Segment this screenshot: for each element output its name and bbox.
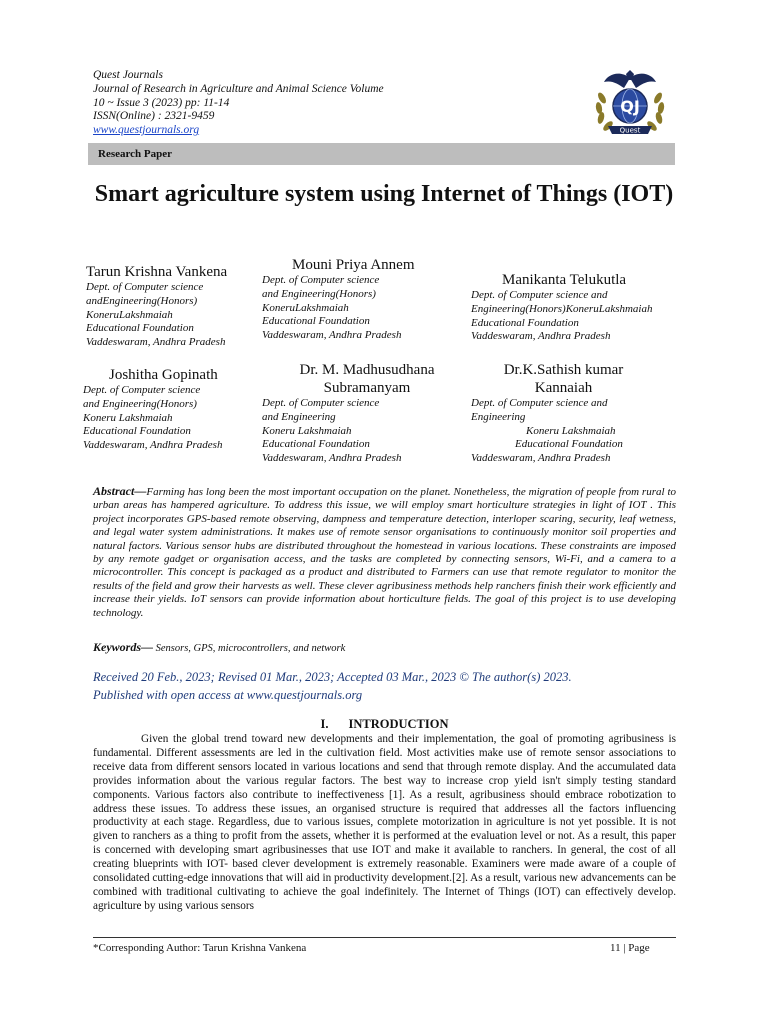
author-affiliation <box>471 397 671 466</box>
journal-website-link[interactable]: www.questjournals.org <box>93 124 200 137</box>
affiliation-line: Dept. of Computer science and <box>471 397 608 409</box>
affiliation-line: andEngineering(Honors) <box>86 294 198 307</box>
affiliation-line: Koneru Lakshmaiah <box>526 424 616 437</box>
author-name: Tarun Krishna Vankena <box>86 264 228 280</box>
author-block <box>86 263 266 350</box>
author-affiliation <box>262 274 462 343</box>
page-number: 11 | Page <box>610 942 650 954</box>
footer-divider <box>93 937 676 938</box>
journal-line: 10 ~ Issue 3 (2023) pp: 11-14 <box>93 96 230 109</box>
logo-text: Quest <box>619 126 641 135</box>
affiliation-line: Educational Foundation <box>262 315 370 328</box>
author-block <box>262 361 472 466</box>
affiliation-line: Dept. of Computer science <box>86 281 204 293</box>
affiliation-line: Vaddeswaram, Andhra Pradesh <box>262 452 402 465</box>
affiliation-line: Dept. of Computer science <box>262 274 380 286</box>
affiliation-line: Koneru Lakshmaiah <box>83 411 173 424</box>
author-name-line: Kannaiah <box>534 380 593 396</box>
journal-line: Quest Journals <box>93 69 163 81</box>
author-block <box>471 361 671 466</box>
affiliation-line: Educational Foundation <box>86 322 194 335</box>
affiliation-line: Engineering <box>471 410 526 423</box>
corresponding-author: *Corresponding Author: Tarun Krishna Vankena <box>93 942 307 954</box>
author-block <box>471 271 691 344</box>
journal-line: Journal of Research in Agriculture and Animal Science Volume <box>93 82 384 95</box>
abstract-text: Farming has long been the most important occupation on the planet. Nonetheless, the migration of people from rural to urban areas has hampered agriculture. To address this issue, we will employ smart horticulture strategies in light of IOT . This project incorporates GPS-based remote observing, dampness and temperature detection, interloper scaring, security, leaf wetness, and legal water system administrations. It makes use of remote sensor organisations to continuously monitor soil properties and natural factors. Various sensor hubs are distributed throughout the homestead in various locations. These constraints are imposed by any remote gadget or organisation access, and the tasks are completed by connecting sensors, Wi-Fi, and a camera to a microcontroller. This concept is packaged as a product and distributed to Farmers can use that remote regulator to monitor the results of the field and grow their harvests as well. These clever agribusiness methods help ranchers finish their work efficiently and increase their yields. IoT sensors can provide information about horticulture fields. The goal of this project is to use developing technology. <box>93 486 676 619</box>
keywords-label: Keywords— <box>93 640 153 654</box>
author-name: Joshitha Gopinath <box>109 367 218 383</box>
paper-title: Smart agriculture system using Internet of Things (IOT) <box>94 181 674 207</box>
affiliation-line: Vaddeswaram, Andhra Pradesh <box>83 439 223 452</box>
affiliation-line: Educational Foundation <box>515 438 623 451</box>
affiliation-line: Engineering(Honors)KoneruLakshmaiah <box>471 302 653 315</box>
affiliation-line: Educational Foundation <box>262 438 370 451</box>
author-name: Manikanta Telukutla <box>502 272 627 288</box>
author-block <box>262 256 462 343</box>
affiliation-line: Dept. of Computer science <box>262 397 380 409</box>
affiliation-line: Vaddeswaram, Andhra Pradesh <box>471 330 611 343</box>
author-affiliation <box>262 397 472 466</box>
author-name <box>262 361 472 397</box>
affiliation-line: Vaddeswaram, Andhra Pradesh <box>86 336 226 349</box>
affiliation-line: Koneru Lakshmaiah <box>262 424 352 437</box>
affiliation-line: and Engineering <box>262 410 336 423</box>
author-name: Mouni Priya Annem <box>292 257 415 273</box>
published-line: Published with open access at www.questjournals.org <box>93 688 363 702</box>
journal-line: ISSN(Online) : 2321-9459 <box>93 110 215 123</box>
keywords <box>93 641 676 655</box>
author-name-line: Dr.K.Sathish kumar <box>503 362 624 378</box>
journal-info <box>93 69 384 138</box>
affiliation-line: Educational Foundation <box>83 425 191 438</box>
author-name-line: Dr. M. Madhusudhana <box>299 362 435 378</box>
affiliation-line: and Engineering(Honors) <box>262 287 376 300</box>
received-dates <box>93 668 676 704</box>
affiliation-line: Vaddeswaram, Andhra Pradesh <box>262 329 402 342</box>
author-affiliation <box>471 289 691 344</box>
author-name-line: Subramanyam <box>323 380 411 396</box>
affiliation-line: Educational Foundation <box>471 316 579 329</box>
research-paper-label: Research Paper <box>88 143 675 165</box>
section-heading <box>93 717 676 732</box>
author-affiliation <box>83 384 263 453</box>
author-block <box>83 366 263 453</box>
quest-logo-icon <box>590 68 670 140</box>
affiliation-line: KoneruLakshmaiah <box>86 308 173 321</box>
logo-letter: QJ <box>620 97 640 116</box>
received-line: Received 20 Feb., 2023; Revised 01 Mar., 2023; Accepted 03 Mar., 2023 © The author(s) 2023. <box>93 670 572 684</box>
introduction-text: Given the global trend toward new developments and their implementation, the goal of promoting agribusiness is fundamental. Different assessments are led in the cultivation field. Most activities make use of remote sensor associations to receive data from different sensors located in various locations and send that through remote display. And the accumulated data provides information about the various regular factors. The best way to increase crop yield isn't simply testing standard components. Various factors also contribute to ineffectiveness [1]. As a result, agribusiness should embrace robotization to address these issues. To address these issues, an organised structure is required that addresses all the factors influencing productivity at each stage. Regardless, due to various issues, complete motorization in agriculture is not yet possible. It is not given to ranchers as a thing to profit from the assets, whether it is performed at the evaluation level or not. As a result, this paper is concerned with developing smart agribusinesses that use IOT and make it available to ranchers. In general, the cost of all creating blueprints with IOT- based clever development is extremely reasonable. Examiners were made aware of a couple of consolidated cutting-edge innovations that will aid in productivity development.[2]. As a result, various new advancements can be combined with traditional cultivating to achieve the goal indefinitely. The Internet of Things (IOT) can effectively develop. agriculture by using various sensors <box>93 733 676 912</box>
abstract-label: Abstract— <box>93 484 147 498</box>
section-number: I. <box>320 717 329 731</box>
keywords-text: Sensors, GPS, microcontrollers, and network <box>153 643 346 654</box>
affiliation-line: Dept. of Computer science <box>83 384 201 396</box>
abstract <box>93 485 676 620</box>
section-title: INTRODUCTION <box>348 717 449 731</box>
affiliation-line: KoneruLakshmaiah <box>262 301 349 314</box>
affiliation-line: and Engineering(Honors) <box>83 397 197 410</box>
author-name <box>471 361 656 397</box>
author-affiliation <box>86 281 266 350</box>
affiliation-line: Dept. of Computer science and <box>471 289 608 301</box>
affiliation-line: Vaddeswaram, Andhra Pradesh <box>471 452 611 465</box>
